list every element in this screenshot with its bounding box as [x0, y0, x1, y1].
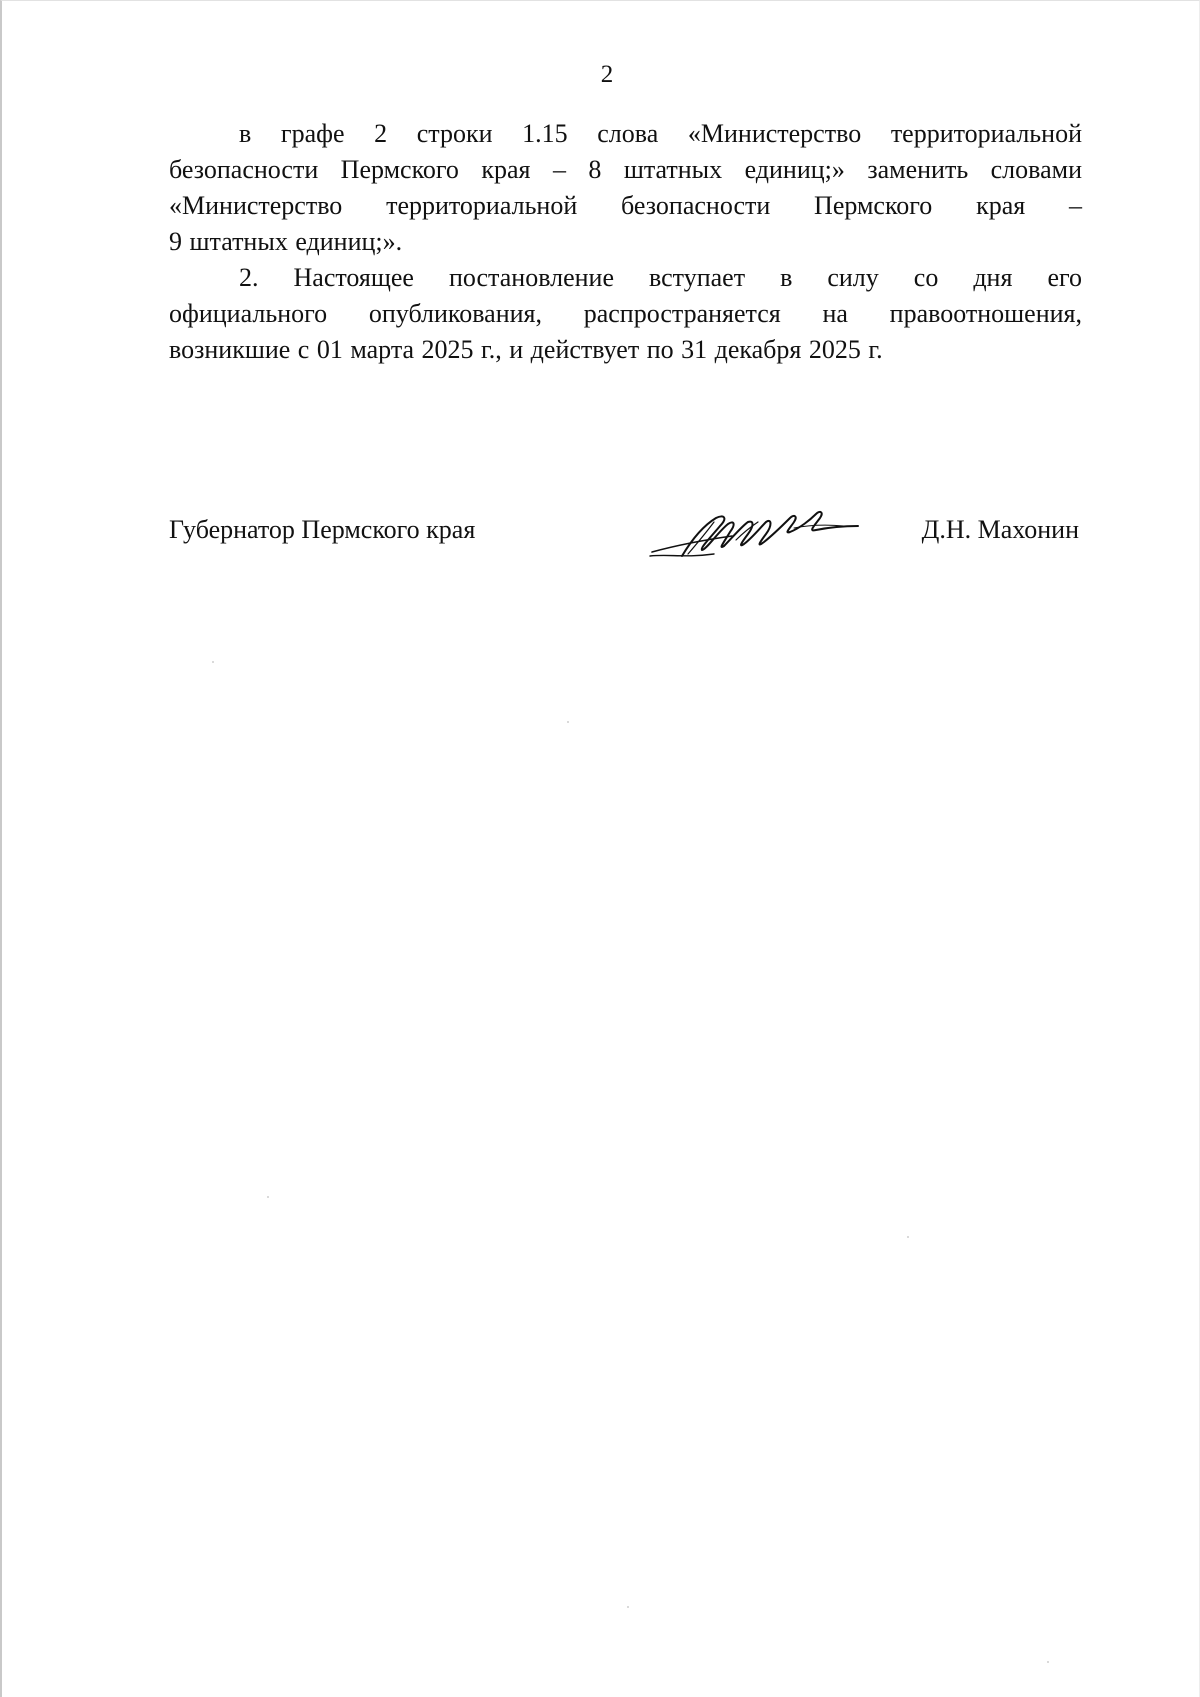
scan-speck	[627, 1606, 629, 1608]
paragraph-amendment	[169, 116, 1082, 260]
text-line: 9 штатных единиц;».	[169, 227, 403, 256]
document-body	[169, 116, 1082, 368]
scan-speck	[1047, 1661, 1049, 1663]
scan-speck	[567, 721, 569, 723]
text-line: безопасности Пермского края – 8 штатных единиц;» заменить словами	[169, 155, 1082, 184]
text-line: официального опубликования, распространяется на правоотношения,	[169, 299, 1082, 328]
text-line: 2. Настоящее постановление вступает в силу со дня его	[239, 263, 1082, 292]
scan-speck	[267, 1196, 269, 1198]
page-number: 2	[600, 61, 614, 88]
signer-name: Д.Н. Махонин	[921, 515, 1079, 544]
text-line: возникшие с 01 марта 2025 г., и действует по 31 декабря 2025 г.	[169, 335, 883, 364]
text-line: в графе 2 строки 1.15 слова «Министерство территориальной	[239, 119, 1082, 148]
paragraph-effective-date	[169, 260, 1082, 368]
scan-speck	[212, 661, 214, 663]
signature-block	[169, 512, 1079, 572]
signer-title: Губернатор Пермского края	[169, 515, 476, 544]
handwritten-signature	[644, 496, 864, 566]
text-line: «Министерство территориальной безопасности Пермского края –	[169, 191, 1082, 220]
scan-speck	[907, 1236, 909, 1238]
